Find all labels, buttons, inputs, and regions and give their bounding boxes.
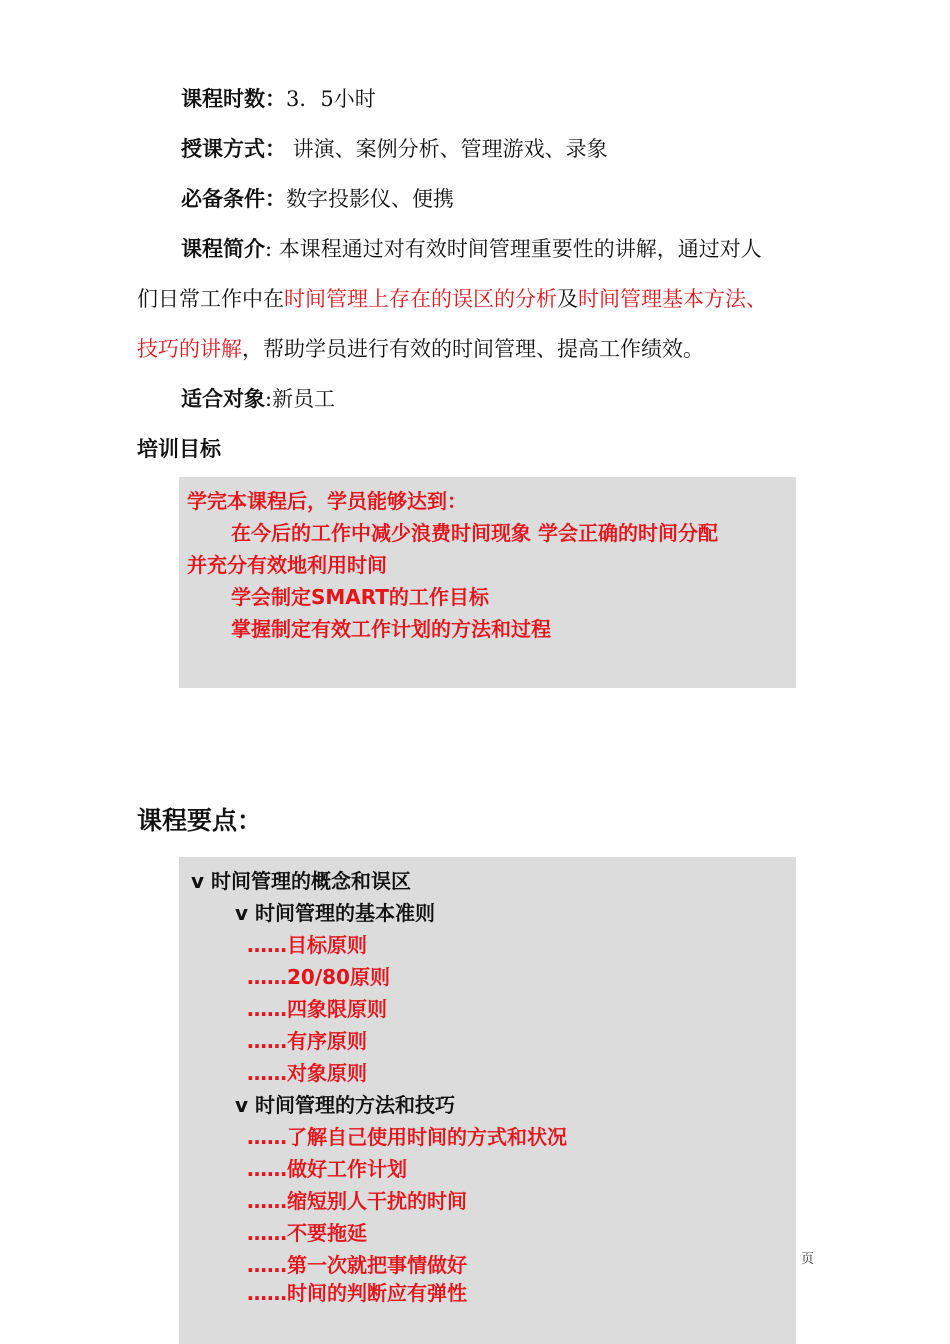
goal-1: 在今后的工作中减少浪费时间现象 学会正确的时间分配 (231, 521, 718, 545)
intro-line-1 (181, 237, 762, 261)
outline-section2: v 时间管理的方法和技巧 (235, 1093, 455, 1117)
requirements-row (181, 187, 454, 211)
list-item: ……了解自己使用时间的方式和状况 (247, 1125, 567, 1149)
hours-value: 3．5小时 (286, 87, 376, 111)
list-item: ……四象限原则 (247, 997, 387, 1021)
intro-highlight-2: 时间管理基本方法、 (578, 287, 767, 311)
intro-line-2 (137, 287, 767, 311)
intro-text-1: : 本课程通过对有效时间管理重要性的讲解，通过对人 (265, 237, 762, 261)
outline-section1: v 时间管理的基本准则 (235, 901, 435, 925)
intro-highlight-3: 技巧的讲解 (137, 337, 242, 361)
intro-text-2b: 及 (557, 287, 578, 311)
intro-text-2a: 们日常工作中在 (137, 287, 284, 311)
list-item: ……不要拖延 (247, 1221, 367, 1245)
list-item: ……时间的判断应有弹性 (247, 1281, 467, 1305)
outline-level1: v 时间管理的概念和误区 (191, 869, 411, 893)
intro-label: 课程简介 (181, 237, 265, 261)
list-item: ……目标原则 (247, 933, 367, 957)
list-item: ……20/80原则 (247, 965, 390, 989)
intro-line-3 (137, 337, 704, 361)
hours-label: 课程时数： (181, 87, 286, 111)
goal-2: 学会制定SMART的工作目标 (231, 585, 489, 609)
page-mark: 页 (801, 1252, 815, 1267)
audience-value: :新员工 (265, 387, 336, 411)
hours-row (181, 87, 376, 111)
intro-text-3: ，帮助学员进行有效的时间管理、提高工作绩效。 (242, 337, 704, 361)
outline-heading: 课程要点： (137, 806, 263, 835)
audience-label: 适合对象 (181, 387, 265, 411)
goals-heading: 培训目标 (137, 437, 221, 461)
intro-highlight-1: 时间管理上存在的误区的分析 (284, 287, 557, 311)
method-value: 讲演、案例分析、管理游戏、录象 (286, 137, 608, 161)
goal-3: 掌握制定有效工作计划的方法和过程 (231, 617, 551, 641)
list-item: ……第一次就把事情做好 (247, 1253, 467, 1277)
requirements-value: 数字投影仪、便携 (286, 187, 454, 211)
requirements-label: 必备条件： (181, 187, 286, 211)
method-label: 授课方式： (181, 137, 286, 161)
method-row (181, 137, 608, 161)
list-item: ……有序原则 (247, 1029, 367, 1053)
goals-intro: 学完本课程后，学员能够达到： (187, 489, 467, 513)
list-item: ……缩短别人干扰的时间 (247, 1189, 467, 1213)
goal-1-cont: 并充分有效地利用时间 (187, 553, 387, 577)
list-item: ……对象原则 (247, 1061, 367, 1085)
list-item: ……做好工作计划 (247, 1157, 407, 1181)
audience-row (181, 387, 335, 411)
